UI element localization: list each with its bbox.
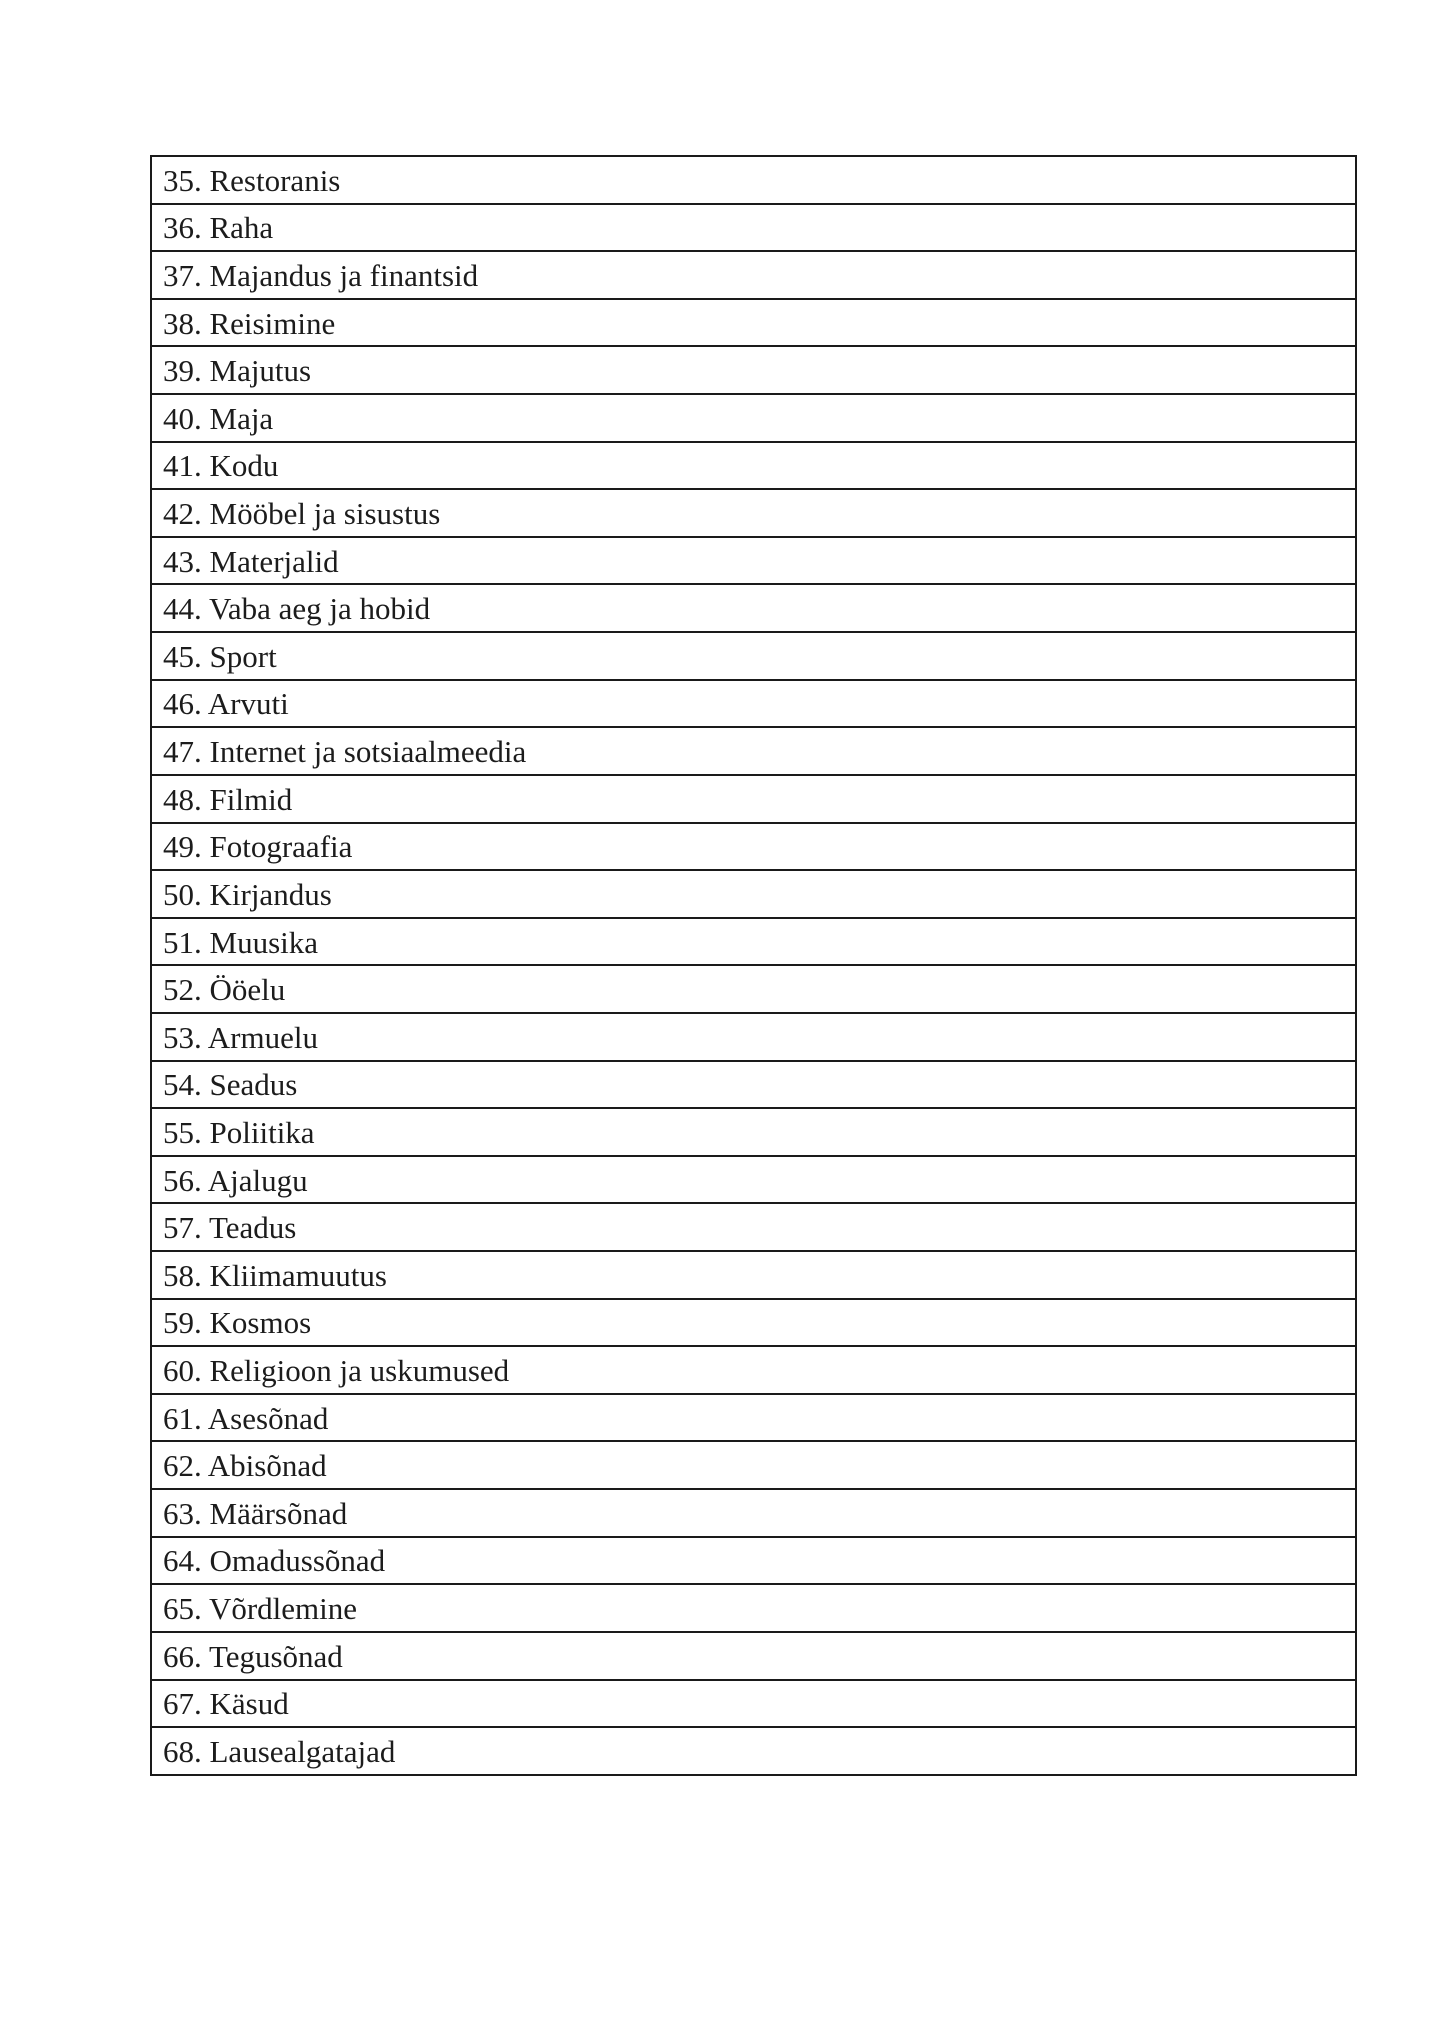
chapter-entry: 36. Raha (151, 204, 1356, 252)
chapter-entry: 35. Restoranis (151, 156, 1356, 204)
chapter-entry: 50. Kirjandus (151, 870, 1356, 918)
table-row (151, 1013, 1356, 1061)
chapter-entry: 60. Religioon ja uskumused (151, 1346, 1356, 1394)
chapter-entry: 43. Materjalid (151, 537, 1356, 585)
table-row (151, 584, 1356, 632)
table-row (151, 632, 1356, 680)
table-row (151, 1584, 1356, 1632)
chapter-entry: 42. Mööbel ja sisustus (151, 489, 1356, 537)
table-row (151, 1537, 1356, 1585)
table-row (151, 918, 1356, 966)
table-row (151, 1251, 1356, 1299)
table-row (151, 870, 1356, 918)
chapter-entry: 64. Omadussõnad (151, 1537, 1356, 1585)
table-row (151, 1680, 1356, 1728)
chapter-entry: 54. Seadus (151, 1061, 1356, 1109)
table-row (151, 299, 1356, 347)
table-row (151, 251, 1356, 299)
table-row (151, 204, 1356, 252)
table-row (151, 1108, 1356, 1156)
chapter-entry: 58. Kliimamuutus (151, 1251, 1356, 1299)
table-row (151, 775, 1356, 823)
chapter-entry: 66. Tegusõnad (151, 1632, 1356, 1680)
chapter-entry: 49. Fotograafia (151, 823, 1356, 871)
table-row (151, 1489, 1356, 1537)
chapter-entry: 55. Poliitika (151, 1108, 1356, 1156)
table-row (151, 823, 1356, 871)
table-row (151, 1632, 1356, 1680)
chapter-entry: 51. Muusika (151, 918, 1356, 966)
table-row (151, 442, 1356, 490)
chapter-entry: 62. Abisõnad (151, 1441, 1356, 1489)
chapter-entry: 37. Majandus ja finantsid (151, 251, 1356, 299)
table-row (151, 1394, 1356, 1442)
table-row (151, 1061, 1356, 1109)
table-row (151, 1441, 1356, 1489)
chapter-entry: 45. Sport (151, 632, 1356, 680)
table-row (151, 1203, 1356, 1251)
table-row (151, 1346, 1356, 1394)
chapter-entry: 46. Arvuti (151, 680, 1356, 728)
chapter-entry: 38. Reisimine (151, 299, 1356, 347)
chapter-entry: 56. Ajalugu (151, 1156, 1356, 1204)
table-row (151, 1727, 1356, 1775)
contents-table (150, 155, 1357, 1776)
chapter-entry: 61. Asesõnad (151, 1394, 1356, 1442)
chapter-entry: 67. Käsud (151, 1680, 1356, 1728)
table-row (151, 680, 1356, 728)
chapter-entry: 47. Internet ja sotsiaalmeedia (151, 727, 1356, 775)
table-row (151, 156, 1356, 204)
table-row (151, 489, 1356, 537)
table-row (151, 727, 1356, 775)
table-row (151, 537, 1356, 585)
chapter-entry: 39. Majutus (151, 346, 1356, 394)
table-row (151, 1156, 1356, 1204)
chapter-entry: 52. Ööelu (151, 965, 1356, 1013)
chapter-entry: 68. Lausealgatajad (151, 1727, 1356, 1775)
contents-table-body (151, 156, 1356, 1775)
chapter-entry: 48. Filmid (151, 775, 1356, 823)
table-row (151, 394, 1356, 442)
chapter-entry: 44. Vaba aeg ja hobid (151, 584, 1356, 632)
chapter-entry: 40. Maja (151, 394, 1356, 442)
table-row (151, 346, 1356, 394)
chapter-entry: 41. Kodu (151, 442, 1356, 490)
chapter-entry: 57. Teadus (151, 1203, 1356, 1251)
table-row (151, 1299, 1356, 1347)
chapter-entry: 65. Võrdlemine (151, 1584, 1356, 1632)
chapter-entry: 59. Kosmos (151, 1299, 1356, 1347)
table-row (151, 965, 1356, 1013)
chapter-entry: 63. Määrsõnad (151, 1489, 1356, 1537)
chapter-entry: 53. Armuelu (151, 1013, 1356, 1061)
